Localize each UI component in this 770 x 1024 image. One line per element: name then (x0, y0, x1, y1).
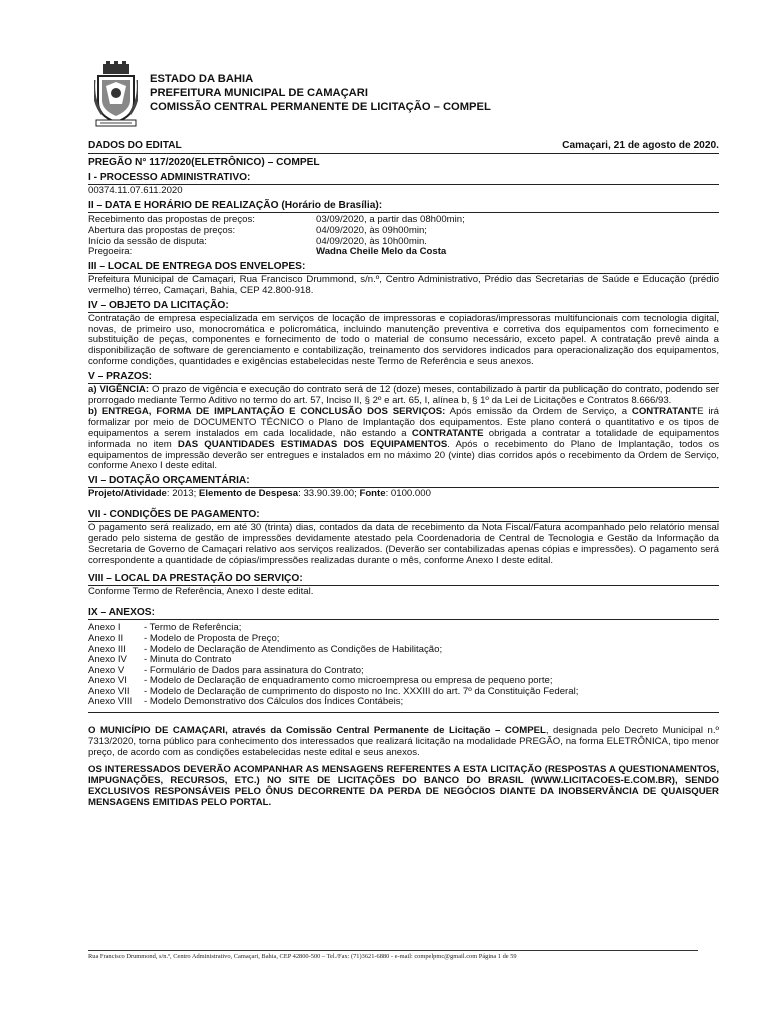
edital-title: DADOS DO EDITAL (88, 140, 182, 151)
coat-of-arms-icon (94, 60, 138, 128)
section-schedule-title: II – DATA E HORÁRIO DE REALIZAÇÃO (Horário de Brasília): (88, 199, 719, 213)
deadline-validity (88, 385, 719, 407)
annex-text: - Minuta do Contrato (144, 654, 232, 666)
annex-text: - Modelo Demonstrativo dos Cálculos dos Índices Contábeis; (144, 696, 404, 708)
schedule-label: Abertura das propostas de preços: (88, 224, 236, 236)
schedule-value: 04/09/2020, às 09h00min; (316, 224, 427, 236)
document-page (88, 60, 719, 809)
commission-name: COMISSÃO CENTRAL PERMANENTE DE LICITAÇÃO – COMPEL (150, 101, 491, 113)
budget-key: Fonte (359, 488, 386, 500)
section-process-title: I - PROCESSO ADMINISTRATIVO: (88, 171, 719, 185)
annex-text: - Modelo de Declaração de enquadramento como microempresa ou empresa de pequeno porte; (144, 675, 553, 687)
section-deadlines-title: V – PRAZOS: (88, 370, 719, 384)
delivery-text: . Após o recebimento do Plano de Implantação, todos os equipamentos de impressão deverão ser entregues e instalados em no máximo 20 (vinte) dias corridos após o recebimento da Ordem de Serviço, conforme Anexo I deste edital. (88, 438, 719, 472)
budget-key: Elemento de Despesa (198, 488, 299, 500)
letterhead-text (150, 72, 491, 114)
deadline-delivery (88, 407, 719, 472)
budget-key: Projeto/Atividade (88, 488, 167, 500)
page-footer: Rua Francisco Drummond, s/n.º, Centro Administrativo, Camaçari, Bahia, CEP 42800-500 – Tel./Fax: (71)3621-6880 - e-mail: compelpmc@gmail.com Página 1 de 59 (88, 950, 698, 960)
letterhead (88, 60, 719, 132)
annex-label: Anexo IV (88, 654, 127, 666)
validity-label: a) VIGÊNCIA: (88, 383, 150, 395)
section-service-location-title: VIII – LOCAL DA PRESTAÇÃO DO SERVIÇO: (88, 572, 719, 586)
annex-text: - Termo de Referência; (144, 622, 242, 634)
service-location-text: Conforme Termo de Referência, Anexo I deste edital. (88, 586, 314, 598)
validity-text: O prazo de vigência e execução do contrato será de 12 (doze) meses, contabilizado à partir da publicação do contrato, podendo ser prorrogado mediante Termo Aditivo no termo do art. 57, Inciso II, § 2º e art. 65, I, alínea b, § 1º da Lei de Licitações e Contratos 8.666/93. (88, 383, 719, 406)
delivery-text: E irá formalizar por meio de DOCUMENTO TÉCNICO o Plano de Implantação dos equipamentos. Este plano conterá o quantitativo e os tipos de equipamentos a serem instalados em cada localidade, não estando a (88, 406, 720, 439)
schedule-label: Recebimento das propostas de preços: (88, 214, 255, 225)
payment-text: O pagamento será realizado, em até 30 (trinta) dias, contados da data de recebimento da Nota Fiscal/Fatura acompanhado pelo relatório mensal gerado pelo sistema de gestão de impressões devidamente atestado pela Coordenadoria de Central de Tecnologia e Gestão da Informação da Secretaria de Governo de Camaçari relativo aos serviços realizados. (Deverão ser contabilizadas apenas cópias e impressões). O pagamento será correspondente a quantidade de cópias/impressões realizadas durante o mês, conforme Anexo I deste edital. (88, 522, 719, 566)
keyword: CONTRATANT (631, 406, 698, 418)
closing-bold: O MUNICÍPIO DE CAMAÇARI, através da Comissão Central Permanente de Licitação – COMPEL (88, 725, 546, 737)
budget-value: : 2013; (166, 488, 199, 500)
annex-text: - Modelo de Declaração de Atendimento as Condições de Habilitação; (144, 643, 443, 655)
schedule-table (88, 215, 719, 258)
annex-label: Anexo VIII (88, 696, 133, 708)
annex-label: Anexo VII (88, 685, 130, 697)
closing-paragraph (88, 726, 719, 758)
section-object-title: IV – OBJETO DA LICITAÇÃO: (88, 299, 719, 313)
schedule-value: 03/09/2020, a partir das 08h00min; (316, 214, 465, 225)
annex-label: Anexo V (88, 664, 125, 676)
state-name: ESTADO DA BAHIA (150, 73, 254, 85)
delivery-label: b) ENTREGA, FORMA DE IMPLANTAÇÃO E CONCLUSÃO DOS SERVIÇOS: (88, 406, 446, 418)
closing-text: , designada pelo Decreto Municipal n.º 7313/2020, torna público para conhecimento dos interessados que realizará licitação na modalidade PREGÃO, na forma ELETRÔNICA, tipo menor preço, de acordo com as condições estabelecidas neste edital e seus anexos. (88, 725, 720, 758)
budget-value: : 33.90.39.00; (298, 488, 360, 500)
budget-value: : 0100.000 (385, 488, 431, 500)
annex-text: - Modelo de Declaração de cumprimento do disposto no Inc. XXXIII do art. 7º da Constituição Federal; (144, 685, 579, 697)
pregoeira-name: Wadna Cheile Melo da Costa (316, 246, 447, 258)
schedule-label: Pregoeira: (88, 246, 133, 258)
edital-title-row (88, 140, 719, 154)
delivery-address: Prefeitura Municipal de Camaçari, Rua Francisco Drummond, s/n.º, Centro Administrativo, Prédio das Secretarias de Saúde e Educação (prédio vermelho) térreo, Camaçari, Bahia, CEP 42.800-918. (88, 274, 719, 296)
keyword: CONTRATANTE (411, 427, 484, 439)
annex-label: Anexo VI (88, 675, 127, 687)
schedule-label: Início da sessão de disputa: (88, 235, 207, 247)
keyword: DAS QUANTIDADES ESTIMADAS DOS EQUIPAMENTOS (177, 438, 448, 450)
warning-paragraph: OS INTERESSADOS DEVERÃO ACOMPANHAR AS MENSAGENS REFERENTES A ESTA LICITAÇÃO (RESPOSTAS A QUESTIONAMENTOS, IMPUGNAÇÕES, RECURSOS, ETC.) NO SITE DE LICITAÇÕES DO BANCO DO BRASIL (WWW.LICITACOES-E.COM.BR), SENDO EXCLUSIVOS RESPONSÁVEIS PELO ÔNUS DECORRENTE DA PERDA DE NEGÓCIOS DIANTE DA INOBSERVÂNCIA DE QUAISQUER MENSAGENS EMITIDAS PELO PORTAL. (88, 764, 719, 808)
annex-text: - Modelo de Proposta de Preço; (144, 632, 280, 644)
city-hall-name: PREFEITURA MUNICIPAL DE CAMAÇARI (150, 87, 368, 99)
annex-list (88, 623, 719, 708)
annex-label: Anexo III (88, 643, 126, 655)
object-text: Contratação de empresa especializada em serviços de locação de impressoras e copiadoras/impressoras multifuncionais com tecnologia digital, novas, de primeiro uso, monocromática e policromática, incluindo manutenção preventiva e corretiva dos equipamentos com fornecimento e substituição de peças, componentes e fornecimento de todo o material de consumo necessário, exceto papel. A contratação prevê ainda a disponibilização de software de gerenciamento e contabilização, treinamento dos servidores indicados para operacionalização dos equipamentos, conforme condições, quantidades e exigências estabelecidas neste Termo de Referência e seus anexos. (88, 312, 719, 367)
section-budget-title: VI – DOTAÇÃO ORÇAMENTÁRIA: (88, 474, 719, 488)
annex-label: Anexo II (88, 632, 124, 644)
edital-date: Camaçari, 21 de agosto de 2020. (562, 140, 719, 151)
process-number: 00374.11.07.611.2020 (88, 185, 183, 196)
budget-line (88, 488, 719, 500)
annex-label: Anexo I (88, 622, 121, 634)
pregao-number: PREGÃO N° 117/2020(ELETRÔNICO) – COMPEL (88, 157, 320, 168)
delivery-text: obrigada a contratar a totalidade de equipamentos informada no item (88, 427, 719, 450)
schedule-value: 04/09/2020, às 10h00min. (316, 235, 427, 247)
section-delivery-title: III – LOCAL DE ENTREGA DOS ENVELOPES: (88, 260, 719, 274)
annex-text: - Formulário de Dados para assinatura do Contrato; (144, 664, 364, 676)
section-annexes-title: IX – ANEXOS: (88, 606, 719, 620)
section-payment-title: VII - CONDIÇÕES DE PAGAMENTO: (88, 508, 719, 522)
delivery-text: Após emissão da Ordem de Serviço, a (445, 406, 632, 418)
